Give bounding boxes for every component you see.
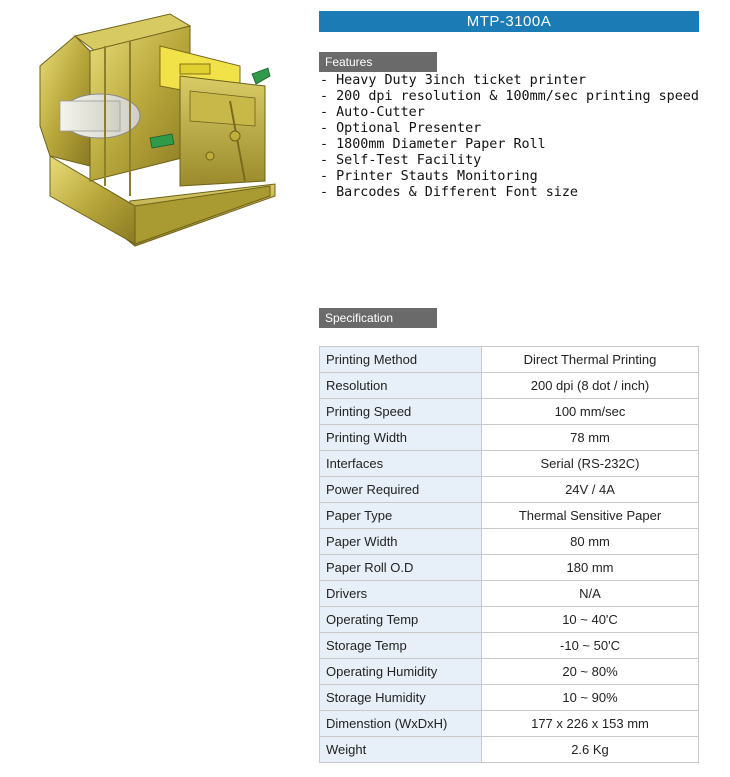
spec-value: N/A <box>482 581 699 607</box>
table-row <box>320 425 699 451</box>
spec-label: Paper Width <box>320 529 482 555</box>
spec-label: Dimenstion (WxDxH) <box>320 711 482 737</box>
table-row <box>320 373 699 399</box>
spec-label: Power Required <box>320 477 482 503</box>
feature-item: - Optional Presenter <box>320 121 482 136</box>
spec-value: 100 mm/sec <box>482 399 699 425</box>
table-row <box>320 451 699 477</box>
table-row <box>320 555 699 581</box>
spec-value: 200 dpi (8 dot / inch) <box>482 373 699 399</box>
table-row <box>320 633 699 659</box>
spec-label: Paper Roll O.D <box>320 555 482 581</box>
spec-value: Direct Thermal Printing <box>482 347 699 373</box>
spec-value: 78 mm <box>482 425 699 451</box>
spec-label: Weight <box>320 737 482 763</box>
features-list <box>320 73 699 201</box>
spec-label: Printing Method <box>320 347 482 373</box>
feature-item: - Auto-Cutter <box>320 105 425 120</box>
spec-value: Serial (RS-232C) <box>482 451 699 477</box>
feature-item: - Printer Stauts Monitoring <box>320 169 538 184</box>
feature-item: - 200 dpi resolution & 100mm/sec printing speed <box>320 89 699 104</box>
table-row <box>320 685 699 711</box>
spec-value: 10 ~ 40'C <box>482 607 699 633</box>
specification-heading: Specification <box>319 308 437 328</box>
spec-value: 177 x 226 x 153 mm <box>482 711 699 737</box>
feature-item: - Self-Test Facility <box>320 153 482 168</box>
spec-label: Storage Humidity <box>320 685 482 711</box>
spec-label: Interfaces <box>320 451 482 477</box>
table-row <box>320 477 699 503</box>
spec-label: Operating Temp <box>320 607 482 633</box>
feature-item: - 1800mm Diameter Paper Roll <box>320 137 546 152</box>
table-row <box>320 399 699 425</box>
feature-item: - Barcodes & Different Font size <box>320 185 578 200</box>
spec-label: Paper Type <box>320 503 482 529</box>
table-row <box>320 581 699 607</box>
spec-label: Operating Humidity <box>320 659 482 685</box>
feature-item: - Heavy Duty 3inch ticket printer <box>320 73 587 88</box>
spec-value: 20 ~ 80% <box>482 659 699 685</box>
spec-value: -10 ~ 50'C <box>482 633 699 659</box>
table-row <box>320 659 699 685</box>
spec-value: 24V / 4A <box>482 477 699 503</box>
spec-value: 80 mm <box>482 529 699 555</box>
spec-value: 180 mm <box>482 555 699 581</box>
table-row <box>320 737 699 763</box>
printer-product-image <box>30 6 290 256</box>
spec-label: Drivers <box>320 581 482 607</box>
table-row <box>320 607 699 633</box>
spec-label: Printing Speed <box>320 399 482 425</box>
spec-label: Resolution <box>320 373 482 399</box>
spec-value: 2.6 Kg <box>482 737 699 763</box>
table-row <box>320 711 699 737</box>
table-row <box>320 503 699 529</box>
spec-value: Thermal Sensitive Paper <box>482 503 699 529</box>
spec-label: Storage Temp <box>320 633 482 659</box>
features-heading: Features <box>319 52 437 72</box>
table-row <box>320 347 699 373</box>
spec-label: Printing Width <box>320 425 482 451</box>
product-title: MTP-3100A <box>319 11 699 32</box>
table-row <box>320 529 699 555</box>
specification-table <box>319 346 699 763</box>
spec-value: 10 ~ 90% <box>482 685 699 711</box>
